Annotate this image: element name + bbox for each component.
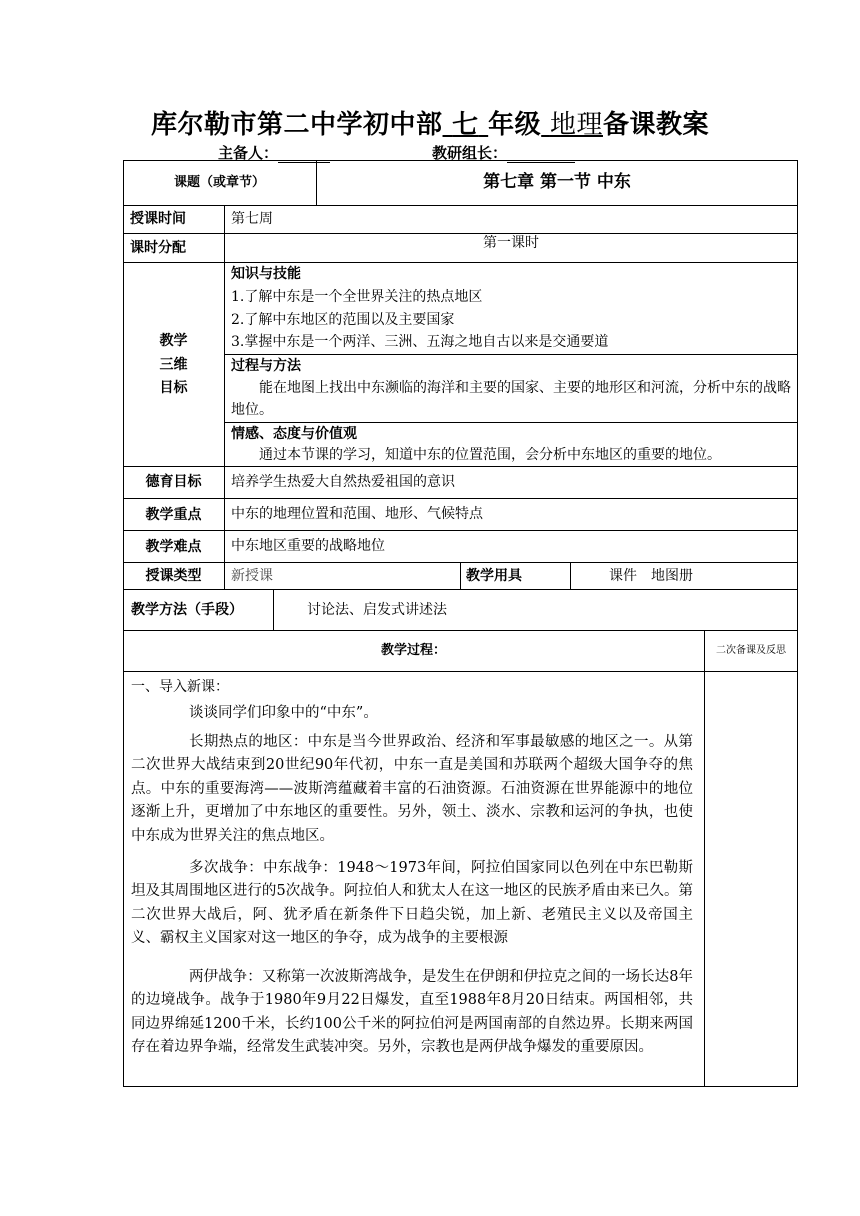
period-value: 第一课时 [483, 235, 539, 251]
difficulty-label: 教学难点 [145, 539, 202, 555]
topic-label: 课题（或章节） [173, 175, 265, 190]
grade-suffix: 年级 [488, 110, 542, 140]
paragraph-4: 两伊战争：又称第一次波斯湾战争，是发生在伊朗和伊拉克之间的一场长达8年的边境战争。战争于1980年9月22日爆发，直至1988年8月20日结束。两国相邻，共同边界绵延1200千米，长约100公千米的阿拉伯河是两国南部的自然边界。长期来两国存在着边界争端，经常发生武装冲突。另外，宗教也是两伊战争爆发的重要原因。 [131, 969, 693, 1056]
teaching-process-header: 教学过程： [380, 643, 446, 658]
paragraph-3: 多次战争：中东战争：1948～1973年间，阿拉伯国家同以色列在中东巴勒斯坦及其周围地区进行的5次战争。阿拉伯人和犹太人在这一地区的民族矛盾由来已久。第二次世界大战后，阿、犹矛盾在新条件下日趋尖锐，加上新、老殖民主义以及帝国主义、霸权主义国家对这一地区的争夺，成为战争的主要根源 [131, 860, 693, 947]
intro-heading: 一、导入新课： [131, 679, 229, 695]
emotion-title: 情感、态度与价值观 [231, 426, 357, 442]
grade-value: 七 [452, 110, 479, 140]
topic-value: 第七章 第一节 中东 [483, 172, 631, 192]
paragraph-2: 长期热点的地区：中东是当今世界政治、经济和军事最敏感的地区之一。从第二次世界大战结束到20世纪90年代初，中东一直是美国和苏联两个超级大国争夺的焦点。中东的重要海湾——波斯湾蕴藏着丰富的石油资源。石油资源在世界能源中的地位逐渐上升，更增加了中东地区的重要性。另外，领土、淡水、宗教和运河的争执，也使中东成为世界关注的焦点地区。 [131, 734, 693, 844]
key-label: 教学重点 [145, 507, 202, 523]
reflection-header: 二次备课及反思 [716, 645, 786, 656]
subject-value: 地理 [549, 110, 603, 140]
moral-value: 培养学生热爱大自然热爱祖国的意识 [231, 474, 455, 490]
emotion-text: 通过本节课的学习，知道中东的位置范围，会分析中东地区的重要的地位。 [259, 447, 721, 463]
key-value: 中东的地理位置和范围、地形、气候特点 [231, 506, 483, 522]
type-label: 授课类型 [145, 568, 202, 584]
knowledge-item-3: 3.掌握中东是一个两洋、三洲、五海之地自古以来是交通要道 [231, 334, 609, 350]
doc-type: 备课教案 [602, 110, 709, 140]
difficulty-value: 中东地区重要的战略地位 [231, 538, 385, 554]
period-label: 课时分配 [130, 240, 186, 256]
method-value: 讨论法、启发式讲述法 [307, 602, 447, 618]
tools-label: 教学用具 [466, 568, 522, 584]
process-method-text: 能在地图上找出中东濒临的海洋和主要的国家、主要的地形区和河流，分析中东的战略地位。 [231, 380, 791, 418]
paragraph-1: 谈谈同学们印象中的“中东”。 [189, 705, 378, 721]
method-label: 教学方法（手段） [131, 602, 243, 618]
knowledge-item-1: 1.了解中东是一个全世界关注的热点地区 [231, 289, 483, 305]
goals-label-1: 教学 [159, 333, 188, 349]
time-value: 第七周 [231, 211, 273, 227]
knowledge-item-2: 2.了解中东地区的范围以及主要国家 [231, 312, 455, 328]
tools-value: 课件 地图册 [609, 568, 693, 584]
process-method-title: 过程与方法 [231, 358, 301, 374]
moral-label: 德育目标 [145, 474, 202, 490]
school-name: 库尔勒市第二中学初中部 [151, 110, 443, 140]
type-value: 新授课 [231, 568, 273, 584]
time-label: 授课时间 [130, 211, 186, 227]
preparer-label: 主备人： [218, 144, 279, 162]
document-title [0, 104, 860, 141]
goals-label-2: 三维 [159, 357, 188, 373]
leader-label: 教研组长： [432, 144, 508, 162]
knowledge-title: 知识与技能 [231, 266, 301, 282]
goals-label-3: 目标 [159, 380, 188, 396]
